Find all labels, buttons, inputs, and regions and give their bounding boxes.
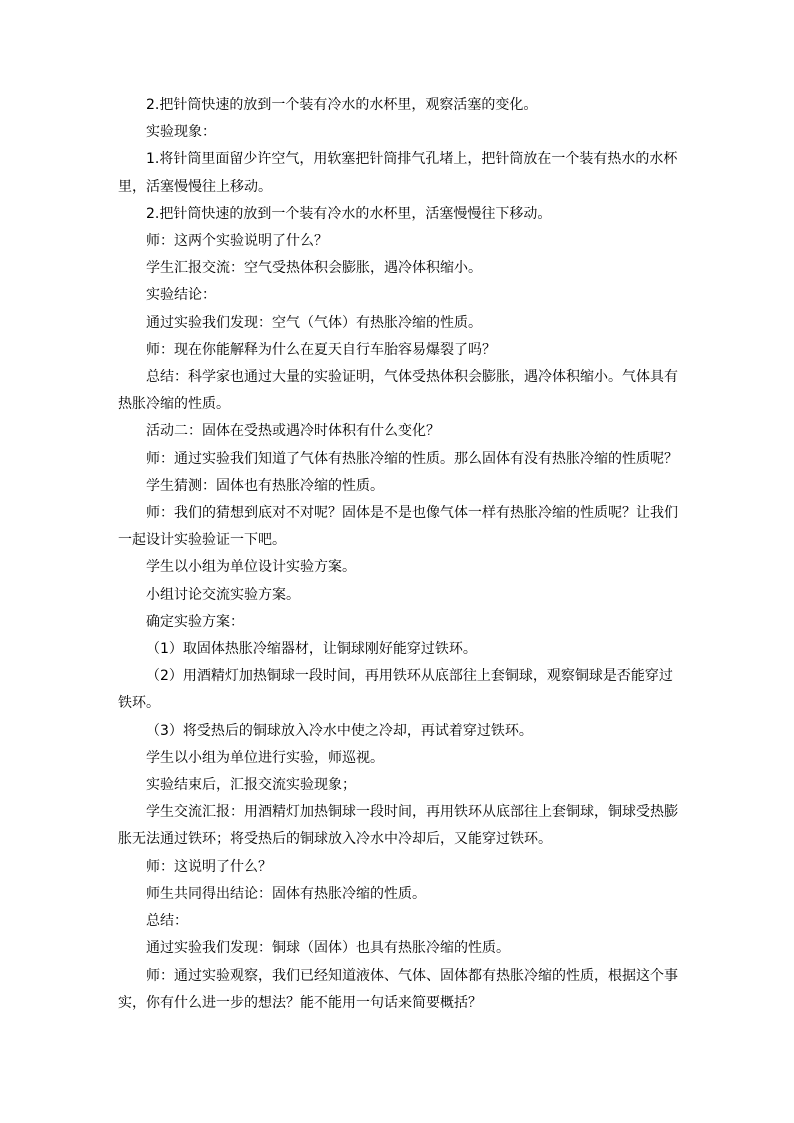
paragraph-plan-step-2: （2）用酒精灯加热铜球一段时间，再用铁环从底部往上套铜球，观察铜球是否能穿过铁环。 xyxy=(118,668,673,712)
paragraph-phenomenon-1: 1.将针筒里面留少许空气，用软塞把针筒排气孔堵上，把针筒放在一个装有热水的水杯里，活塞慢慢往上移动。 xyxy=(118,151,678,195)
paragraph-after-experiment: 实验结束后，汇报交流实验现象； xyxy=(146,777,356,794)
document-body xyxy=(118,92,678,1017)
paragraph-student-report-1: 学生汇报交流：空气受热体积会膨胀，遇冷体积缩小。 xyxy=(146,260,482,277)
paragraph-group-discussion: 小组讨论交流实验方案。 xyxy=(146,586,300,603)
paragraph-step-2-cold-water: 2.把针筒快速的放到一个装有冷水的水杯里，观察活塞的变化。 xyxy=(146,97,538,113)
paragraph-plan-step-1: （1）取固体热胀冷缩器材，让铜球刚好能穿过铁环。 xyxy=(146,641,477,658)
paragraph-plan-step-3: （3）将受热后的铜球放入冷水中使之冷却，再试着穿过铁环。 xyxy=(146,722,533,739)
paragraph-group-experiment: 学生以小组为单位进行实验，师巡视。 xyxy=(146,749,384,766)
paragraph-teacher-question-4: 师：我们的猜想到底对不对呢？固体是不是也像气体一样有热胀冷缩的性质呢？让我们一起设计实验验证一下吧。 xyxy=(118,505,678,549)
paragraph-teacher-question-3: 师：通过实验我们知道了气体有热胀冷缩的性质。那么固体有没有热胀冷缩的性质呢？ xyxy=(146,450,678,467)
paragraph-plan-heading: 确定实验方案： xyxy=(146,613,244,630)
paragraph-summary-gas: 总结：科学家也通过大量的实验证明，气体受热体积会膨胀，遇冷体积缩小。气体具有热胀冷缩的性质。 xyxy=(118,369,678,413)
paragraph-phenomena-heading: 实验现象： xyxy=(146,124,216,141)
paragraph-student-guess: 学生猜测：固体也有热胀冷缩的性质。 xyxy=(146,477,384,494)
paragraph-summary-solid: 通过实验我们发现：铜球（固体）也具有热胀冷缩的性质。 xyxy=(146,940,510,957)
paragraph-group-design: 学生以小组为单位设计实验方案。 xyxy=(146,559,356,576)
paragraph-conclusion-heading: 实验结论： xyxy=(146,287,216,304)
paragraph-joint-conclusion: 师生共同得出结论：固体有热胀冷缩的性质。 xyxy=(146,885,426,902)
paragraph-student-report-2: 学生交流汇报：用酒精灯加热铜球一段时间，再用铁环从底部往上套铜球，铜球受热膨胀无法通过铁环；将受热后的铜球放入冷水中冷却后，又能穿过铁环。 xyxy=(118,804,678,848)
paragraph-teacher-question-6: 师：通过实验观察，我们已经知道液体、气体、固体都有热胀冷缩的性质，根据这个事实，你有什么进一步的想法？能不能用一句话来简要概括？ xyxy=(118,967,678,1011)
paragraph-phenomenon-2: 2.把针筒快速的放到一个装有冷水的水杯里，活塞慢慢往下移动。 xyxy=(146,205,552,222)
paragraph-summary-heading: 总结： xyxy=(146,913,188,930)
paragraph-teacher-question-1: 师：这两个实验说明了什么？ xyxy=(146,233,328,250)
paragraph-teacher-question-5: 师：这说明了什么？ xyxy=(146,858,272,875)
paragraph-conclusion-gas: 通过实验我们发现：空气（气体）有热胀冷缩的性质。 xyxy=(146,314,482,331)
paragraph-activity-2-heading: 活动二：固体在受热或遇冷时体积有什么变化？ xyxy=(146,423,440,440)
paragraph-teacher-question-2: 师：现在你能解释为什么在夏天自行车胎容易爆裂了吗？ xyxy=(146,341,496,358)
